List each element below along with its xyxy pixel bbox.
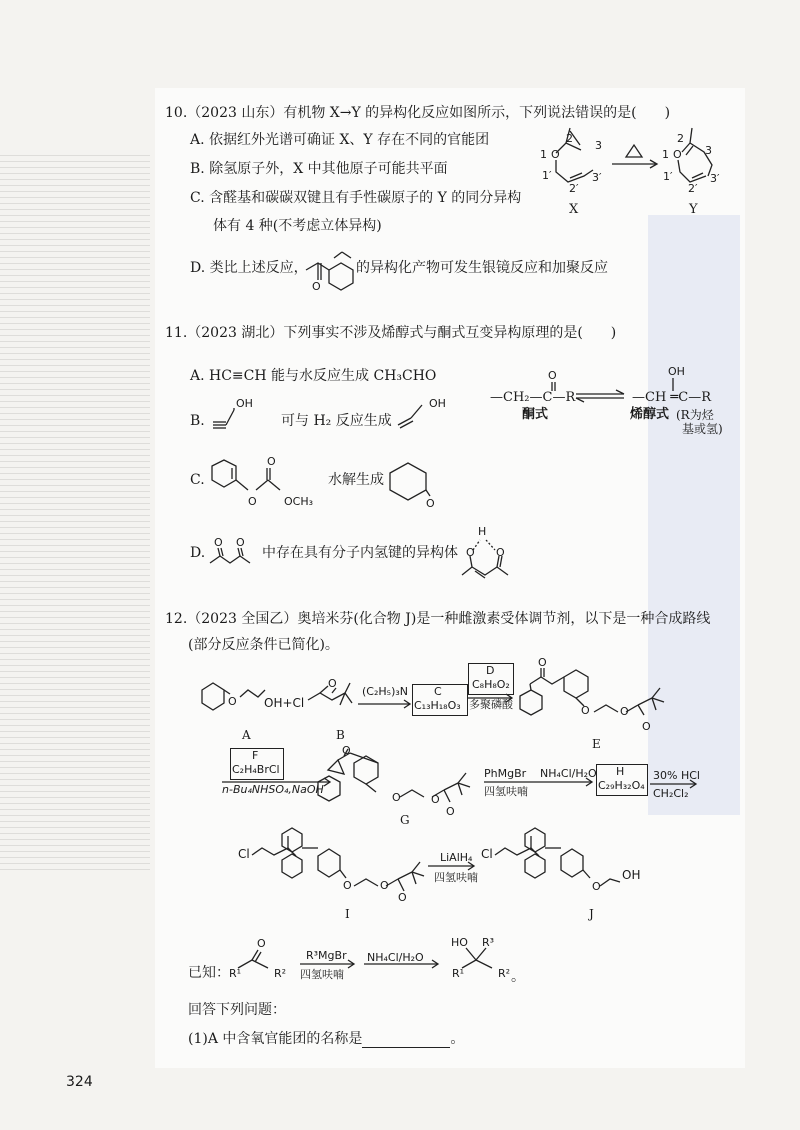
i-chloro: Cl [238, 847, 250, 861]
known-r1: R¹ [229, 967, 242, 980]
q12-stem-1: 12.（2023 全国乙）奥培米芬(化合物 J)是一种雌激素受体调节剂，以下是一种合成路线 [165, 611, 711, 627]
q11b-allyl-alcohol [398, 405, 422, 428]
e-ketone-o: O [538, 656, 547, 669]
sub-question-1-text: (1)A 中含氧官能团的名称是 [188, 1031, 363, 1047]
compound-f-label: F [252, 749, 259, 762]
compound-g-structure [318, 749, 470, 802]
known-alcohol [462, 948, 492, 968]
q11-option-d-label: D. [190, 545, 206, 561]
compound-i-label: I [345, 907, 350, 921]
c-methoxy: OCH₃ [284, 495, 314, 508]
q11d-diketone [210, 548, 250, 563]
q11-option-c-text: 水解生成 [328, 472, 384, 488]
compound-j-label: J [589, 907, 594, 921]
y-atom-2p: 2′ [688, 182, 698, 195]
cond-phmgbr: PhMgBr [484, 767, 527, 780]
e-ester-o: O [620, 705, 629, 718]
y-atom-3p: 3′ [710, 172, 720, 185]
g-ether-o: O [392, 791, 401, 804]
x-atom-1: 1 [540, 148, 547, 161]
q12-stem-2: (部分反应条件已简化)。 [188, 637, 339, 653]
q11-option-b-label: B. [190, 413, 205, 429]
g-ester-o: O [431, 793, 440, 806]
q11-stem: 11.（2023 湖北）下列事实不涉及烯醇式与酮式互变异构原理的是( ) [165, 325, 617, 341]
r-note-2: 基或氢) [682, 422, 723, 436]
j-hydroxyl: OH [622, 868, 641, 882]
compound-d-formula: C₈H₈O₂ [472, 678, 510, 691]
a-plus-b: OH+Cl [264, 696, 305, 710]
cond-phase-transfer: n-Bu₄NHSO₄,NaOH [222, 783, 324, 796]
page-number: 324 [66, 1074, 93, 1090]
compound-i-structure [252, 828, 424, 891]
keto-o: O [548, 369, 557, 382]
compound-b-label: B [336, 728, 345, 742]
compound-j-structure [495, 828, 620, 886]
cond-ppa: 多聚磷酸 [469, 698, 513, 711]
q10d-molecule [306, 252, 353, 290]
q11d-enol-hbond [462, 540, 508, 578]
i-ether-o: O [343, 879, 352, 892]
cond-triethylamine: (C₂H₅)₃N [362, 685, 408, 698]
q10-option-c: C. 含醛基和碳碳双键且有手性碳原子的 Y 的同分异构 [190, 190, 522, 206]
cond-thf-2: 四氢呋喃 [434, 871, 478, 884]
x-atom-3: 3 [595, 139, 602, 152]
q10-stem: 10.（2023 山东）有机物 X→Y 的异构化反应如图所示，下列说法错误的是( ) [165, 105, 671, 121]
reaction-arrow-heat [612, 145, 657, 168]
known-o: O [257, 937, 266, 950]
q11-option-a: A. HC≡CH 能与水反应生成 CH₃CHO [190, 368, 437, 384]
r-note-1: (R为烃 [676, 408, 714, 422]
d-o2: O [236, 536, 245, 549]
y-atom-2: 2 [677, 132, 684, 145]
y-atom-1: 1 [662, 148, 669, 161]
known-ketone [238, 950, 268, 968]
q10d-ketone-o: O [312, 280, 321, 293]
cond-nh4cl: NH₄Cl/H₂O [540, 767, 597, 780]
known-p-ho: HO [451, 936, 468, 949]
compound-b-structure [308, 683, 352, 705]
known-end: 。 [511, 969, 525, 985]
c-carbonate-o: O [267, 455, 276, 468]
g-ester-co: O [446, 805, 455, 818]
compound-a-structure [202, 683, 265, 710]
q11c-enol-carbonate [212, 460, 280, 490]
q11-option-c-label: C. [190, 472, 205, 488]
answer-heading: 回答下列问题： [188, 1002, 286, 1018]
known-cond-thf: 四氢呋喃 [300, 968, 344, 981]
cond-hcl: 30% HCl [653, 769, 700, 782]
compound-c-formula: C₁₃H₁₈O₃ [414, 699, 461, 712]
compound-h-formula: C₂₉H₃₂O₄ [598, 779, 645, 792]
q11b-propargyl-alcohol [213, 408, 234, 428]
tautomer-diagram [552, 378, 673, 402]
cond-thf: 四氢呋喃 [484, 785, 528, 798]
c-ester-o: O [248, 495, 257, 508]
enol-oh: OH [668, 365, 685, 378]
compound-a-label: A [242, 728, 251, 742]
q11-option-b-text: 可与 H₂ 反应生成 [281, 413, 392, 429]
compound-e-structure [520, 668, 664, 715]
known-r2: R² [274, 967, 287, 980]
compound-h-label: H [616, 765, 625, 778]
structure-x [556, 128, 593, 182]
x-oxygen: O [551, 148, 560, 161]
e-ester-co: O [642, 720, 651, 733]
q10-option-a: A. 依据红外光谱可确证 X、Y 存在不同的官能团 [190, 132, 490, 148]
x-atom-2: 2 [566, 132, 573, 145]
x-name: X [569, 202, 579, 217]
keto-name: 酮式 [522, 407, 549, 422]
b-carbonyl-o: O [328, 677, 337, 690]
known-p-r3: R³ [482, 936, 495, 949]
e-ether-o: O [581, 704, 590, 717]
compound-c-label: C [434, 685, 442, 698]
c-ketone-o: O [426, 497, 435, 510]
x-atom-3p: 3′ [592, 171, 602, 184]
known-p-r1: R¹ [452, 967, 465, 980]
i-ester-co: O [398, 891, 407, 904]
enol-name: 烯醇式 [630, 407, 670, 422]
q10-option-d: D. 类比上述反应， [190, 260, 308, 276]
d-keto-o: O [496, 546, 505, 559]
x-atom-2p: 2′ [569, 182, 579, 195]
enol-formula: —CH ═C—R [632, 390, 711, 405]
compound-d-label: D [486, 664, 495, 677]
g-ketone-o: O [342, 744, 351, 757]
q10-option-c-cont: 体有 4 种(不考虑立体异构) [213, 218, 382, 234]
b-reactant-oh: OH [236, 397, 253, 410]
d-enol-o: O [466, 546, 475, 559]
cond-dcm: CH₂Cl₂ [653, 787, 689, 800]
d-hbond-h: H [478, 525, 487, 538]
b-product-oh: OH [429, 397, 446, 410]
j-ether-o: O [592, 880, 601, 893]
known-p-r2: R² [498, 967, 511, 980]
q10-option-b: B. 除氢原子外，X 中其他原子可能共平面 [190, 161, 448, 177]
y-atom-1p: 1′ [663, 170, 673, 183]
keto-formula: —CH₂—C—R [490, 390, 576, 405]
structure-y [678, 128, 712, 182]
y-name: Y [689, 202, 698, 217]
a-ether-o: O [228, 695, 237, 708]
compound-g-label: G [400, 813, 410, 827]
q10-option-d-tail: 的异构化产物可发生银镜反应和加聚反应 [356, 260, 608, 276]
cond-lialh4: LiAlH₄ [440, 851, 473, 864]
q11-option-d-text: 中存在具有分子内氢键的异构体 [262, 545, 458, 561]
d-o1: O [214, 536, 223, 549]
x-atom-1p: 1′ [542, 169, 552, 182]
known-cond-quench: NH₄Cl/H₂O [367, 951, 424, 964]
known-prefix: 已知： [188, 965, 230, 981]
q11c-cyclohexanone [390, 463, 430, 500]
compound-f-formula: C₂H₄BrCl [232, 763, 280, 776]
known-cond-grignard: R³MgBr [306, 949, 347, 962]
y-oxygen: O [673, 148, 682, 161]
j-chloro: Cl [481, 847, 493, 861]
compound-e-label: E [592, 737, 601, 751]
y-atom-3: 3 [705, 144, 712, 157]
i-ester-o: O [380, 879, 389, 892]
sub-question-1-end: 。 [450, 1031, 465, 1047]
